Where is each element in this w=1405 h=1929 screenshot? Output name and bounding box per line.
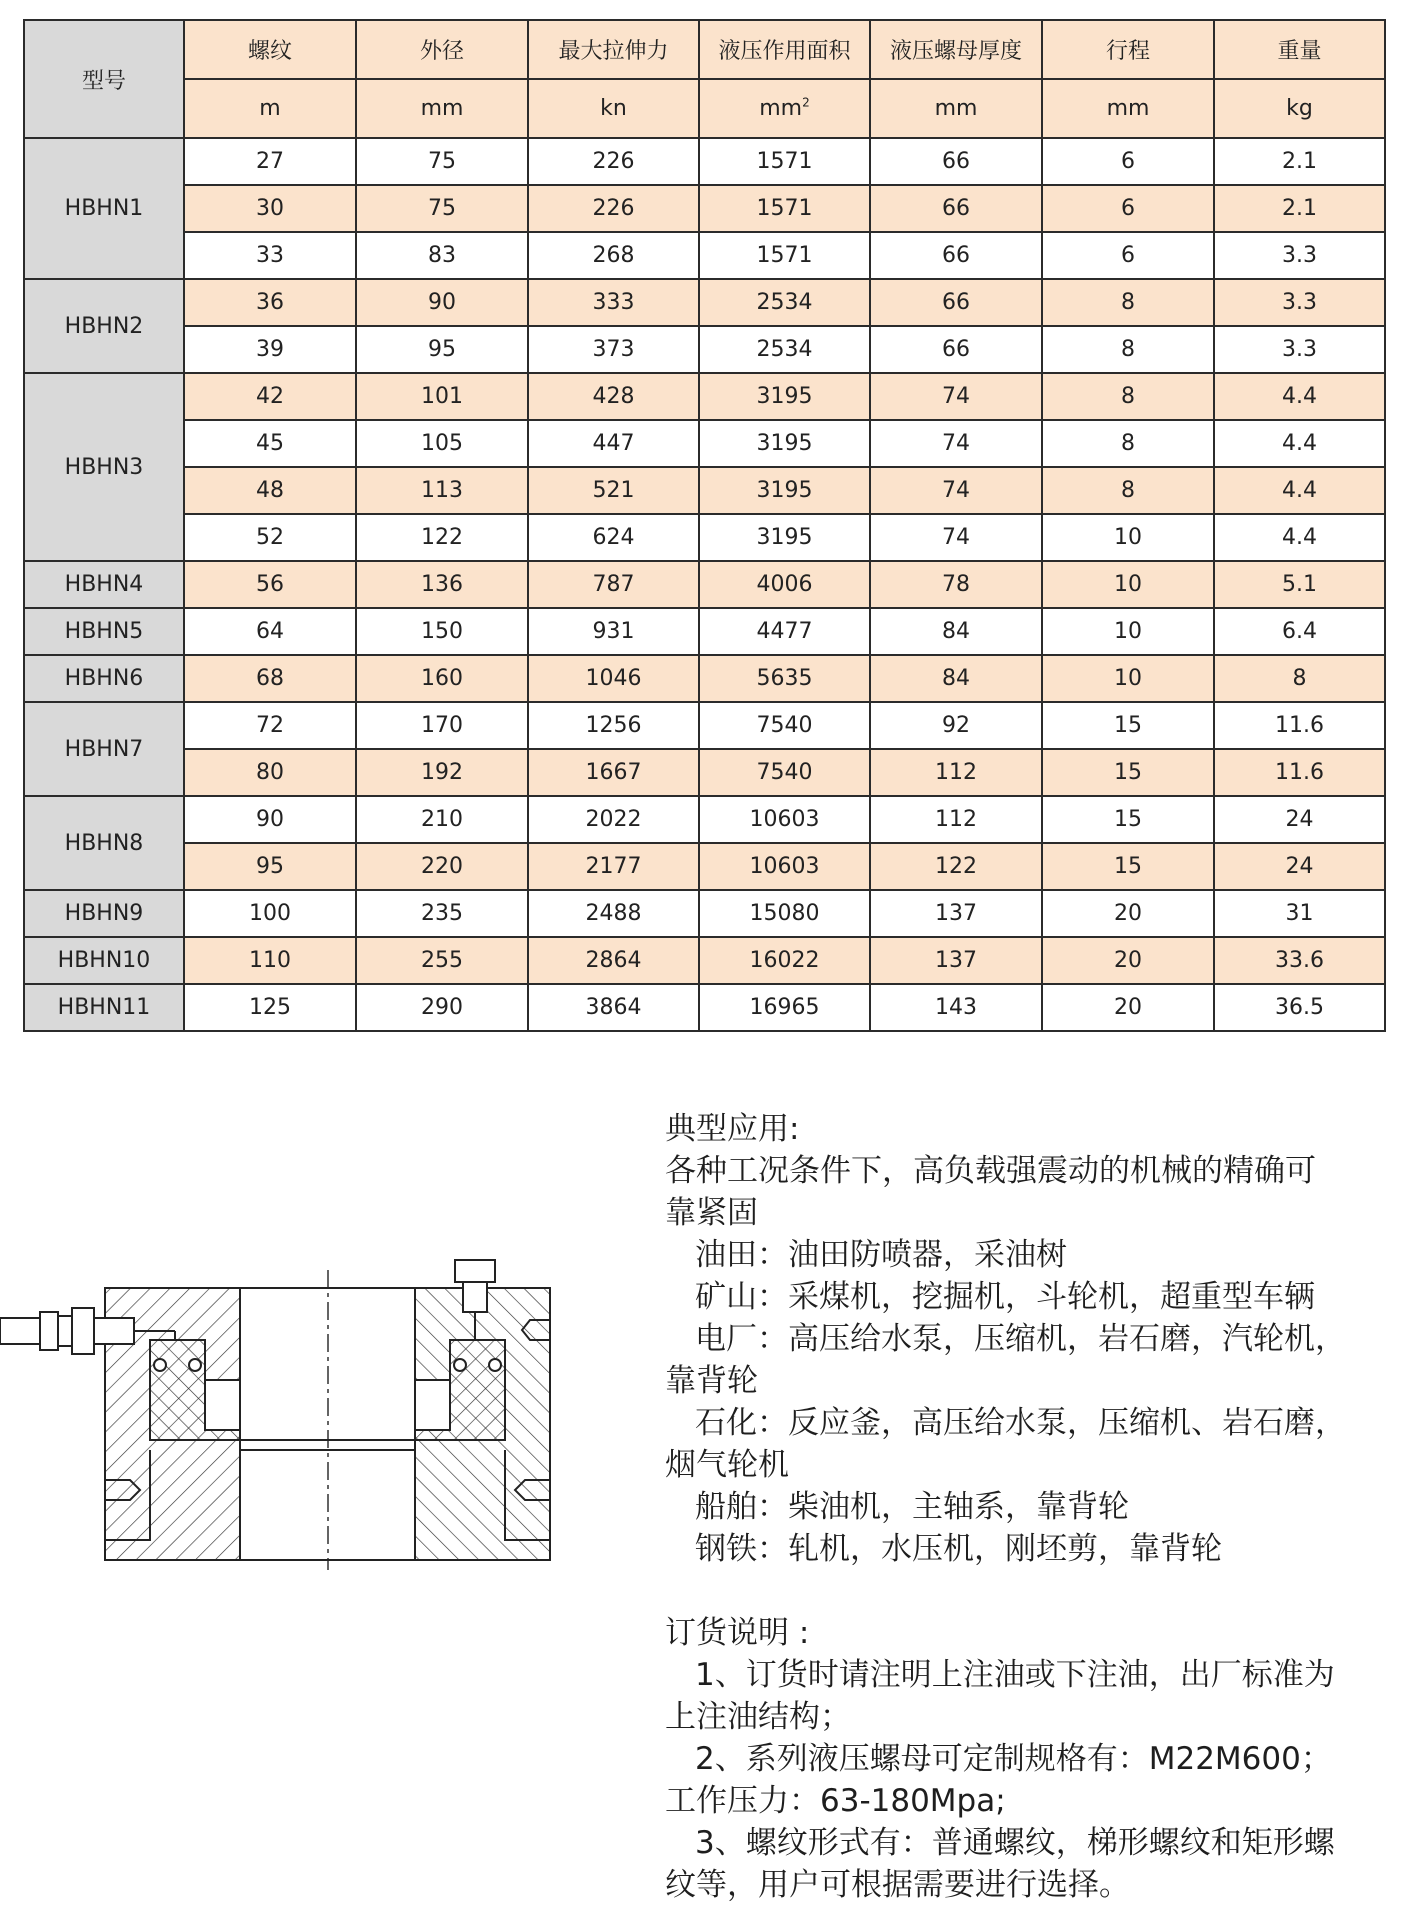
table-cell: 95: [356, 326, 528, 373]
model-cell: HBHN7: [24, 702, 184, 796]
table-cell: 136: [356, 561, 528, 608]
table-cell: 90: [184, 796, 356, 843]
note-line: 油田：油田防喷器，采油树: [695, 1237, 1067, 1273]
table-cell: 3864: [528, 984, 699, 1031]
table-cell: 42: [184, 373, 356, 420]
table-cell: 15: [1042, 796, 1214, 843]
note-line: 烟气轮机: [665, 1447, 789, 1483]
table-cell: 74: [870, 514, 1042, 561]
table-cell: 137: [870, 937, 1042, 984]
table-cell: 36.5: [1214, 984, 1385, 1031]
table-cell: 6: [1042, 138, 1214, 185]
note-line: 各种工况条件下，高负载强震动的机械的精确可: [665, 1153, 1316, 1189]
column-header: 螺纹: [184, 20, 356, 79]
table-cell: 20: [1042, 890, 1214, 937]
table-cell: 74: [870, 373, 1042, 420]
table-cell: 105: [356, 420, 528, 467]
table-cell: 72: [184, 702, 356, 749]
model-cell: HBHN9: [24, 890, 184, 937]
table-cell: 220: [356, 843, 528, 890]
table-row: [24, 608, 1385, 655]
table-cell: 1046: [528, 655, 699, 702]
table-cell: 10: [1042, 514, 1214, 561]
table-header: [24, 20, 1385, 138]
table-cell: 84: [870, 608, 1042, 655]
table-cell: 78: [870, 561, 1042, 608]
table-cell: 122: [356, 514, 528, 561]
table-cell: 8: [1042, 326, 1214, 373]
model-cell: HBHN10: [24, 937, 184, 984]
table-row: [24, 749, 1385, 796]
table-cell: 2534: [699, 326, 870, 373]
table-cell: 3195: [699, 467, 870, 514]
table-cell: 122: [870, 843, 1042, 890]
table-cell: 30: [184, 185, 356, 232]
table-cell: 27: [184, 138, 356, 185]
table-cell: 110: [184, 937, 356, 984]
table-cell: 8: [1042, 467, 1214, 514]
table-row: [24, 185, 1385, 232]
table-cell: 7540: [699, 702, 870, 749]
table-cell: 4.4: [1214, 467, 1385, 514]
table-cell: 112: [870, 796, 1042, 843]
table-cell: 1571: [699, 138, 870, 185]
table-cell: 1667: [528, 749, 699, 796]
table-cell: 170: [356, 702, 528, 749]
table-cell: 373: [528, 326, 699, 373]
table-cell: 92: [870, 702, 1042, 749]
column-header: 行程: [1042, 20, 1214, 79]
table-cell: 24: [1214, 796, 1385, 843]
table-cell: 1256: [528, 702, 699, 749]
note-line: 纹等，用户可根据需要进行选择。: [665, 1867, 1130, 1903]
table-cell: 66: [870, 326, 1042, 373]
table-cell: 20: [1042, 984, 1214, 1031]
table-row: [24, 890, 1385, 937]
column-header: 液压螺母厚度: [870, 20, 1042, 79]
column-unit: mm: [870, 79, 1042, 138]
table-cell: 11.6: [1214, 702, 1385, 749]
table-cell: 6: [1042, 185, 1214, 232]
column-unit: mm: [356, 79, 528, 138]
table-cell: 15: [1042, 843, 1214, 890]
table-cell: 15080: [699, 890, 870, 937]
table-cell: 1571: [699, 232, 870, 279]
table-cell: 2.1: [1214, 138, 1385, 185]
table-cell: 255: [356, 937, 528, 984]
table-row: [24, 702, 1385, 749]
table-cell: 74: [870, 467, 1042, 514]
table-cell: 931: [528, 608, 699, 655]
table-cell: 521: [528, 467, 699, 514]
table-cell: 3195: [699, 420, 870, 467]
model-cell: HBHN3: [24, 373, 184, 561]
table-row: [24, 514, 1385, 561]
table-cell: 4477: [699, 608, 870, 655]
notes-section: [665, 1108, 1395, 1906]
table-cell: 333: [528, 279, 699, 326]
column-unit: mm: [1042, 79, 1214, 138]
column-header: 最大拉伸力: [528, 20, 699, 79]
table-cell: 52: [184, 514, 356, 561]
table-row: [24, 420, 1385, 467]
column-unit: m: [184, 79, 356, 138]
table-cell: 268: [528, 232, 699, 279]
note-line: 1、订货时请注明上注油或下注油，出厂标准为: [695, 1657, 1335, 1693]
column-unit: kn: [528, 79, 699, 138]
table-cell: 3195: [699, 373, 870, 420]
model-cell: HBHN5: [24, 608, 184, 655]
table-cell: 101: [356, 373, 528, 420]
table-row: [24, 984, 1385, 1031]
note-line: 靠背轮: [665, 1363, 758, 1399]
model-cell: HBHN6: [24, 655, 184, 702]
note-line: 3、螺纹形式有：普通螺纹，梯形螺纹和矩形螺: [695, 1825, 1335, 1861]
table-row: [24, 467, 1385, 514]
note-line: 上注油结构；: [665, 1699, 851, 1735]
table-cell: 24: [1214, 843, 1385, 890]
column-unit: kg: [1214, 79, 1385, 138]
model-cell: HBHN2: [24, 279, 184, 373]
table-row: [24, 279, 1385, 326]
table-cell: 7540: [699, 749, 870, 796]
table-cell: 160: [356, 655, 528, 702]
table-cell: 2022: [528, 796, 699, 843]
table-cell: 33: [184, 232, 356, 279]
table-cell: 2864: [528, 937, 699, 984]
table-cell: 31: [1214, 890, 1385, 937]
table-cell: 112: [870, 749, 1042, 796]
column-unit: $mm^2$: [699, 79, 870, 138]
table-cell: 4006: [699, 561, 870, 608]
table-cell: 84: [870, 655, 1042, 702]
column-header: 液压作用面积: [699, 20, 870, 79]
table-cell: 2534: [699, 279, 870, 326]
table-cell: 4.4: [1214, 420, 1385, 467]
order-title: 订货说明 :: [665, 1615, 810, 1651]
note-line: 2、系列液压螺母可定制规格有：M22M600；: [695, 1741, 1332, 1777]
table-row: [24, 796, 1385, 843]
table-cell: 66: [870, 138, 1042, 185]
table-cell: 83: [356, 232, 528, 279]
table-cell: 226: [528, 185, 699, 232]
table-row: [24, 232, 1385, 279]
table-cell: 10: [1042, 655, 1214, 702]
table-cell: 80: [184, 749, 356, 796]
table-cell: 787: [528, 561, 699, 608]
column-header: 重量: [1214, 20, 1385, 79]
table-cell: 8: [1042, 279, 1214, 326]
table-cell: 74: [870, 420, 1042, 467]
table-row: [24, 326, 1385, 373]
table-cell: 20: [1042, 937, 1214, 984]
table-cell: 11.6: [1214, 749, 1385, 796]
table-row: [24, 937, 1385, 984]
table-cell: 64: [184, 608, 356, 655]
note-line: 船舶：柴油机，主轴系，靠背轮: [695, 1489, 1129, 1525]
table-cell: 6.4: [1214, 608, 1385, 655]
table-cell: 2488: [528, 890, 699, 937]
table-cell: 56: [184, 561, 356, 608]
model-cell: HBHN8: [24, 796, 184, 890]
note-line: 电厂：高压给水泵，压缩机，岩石磨，汽轮机，: [695, 1321, 1346, 1357]
note-line: 矿山：采煤机，挖掘机，斗轮机，超重型车辆: [695, 1279, 1315, 1315]
table-cell: 8: [1042, 373, 1214, 420]
table-row: [24, 843, 1385, 890]
table-cell: 4.4: [1214, 373, 1385, 420]
table-cell: 5.1: [1214, 561, 1385, 608]
table-cell: 143: [870, 984, 1042, 1031]
table-cell: 3.3: [1214, 326, 1385, 373]
table-cell: 428: [528, 373, 699, 420]
model-cell: HBHN4: [24, 561, 184, 608]
table-cell: 10: [1042, 561, 1214, 608]
model-cell: HBHN1: [24, 138, 184, 279]
note-line: 钢铁：轧机，水压机，刚坯剪，靠背轮: [695, 1531, 1222, 1567]
table-cell: 39: [184, 326, 356, 373]
table-cell: 125: [184, 984, 356, 1031]
table-row: [24, 561, 1385, 608]
table-cell: 2177: [528, 843, 699, 890]
table-cell: 210: [356, 796, 528, 843]
table-cell: 226: [528, 138, 699, 185]
application-title: 典型应用:: [665, 1111, 800, 1147]
table-cell: 137: [870, 890, 1042, 937]
table-cell: 15: [1042, 749, 1214, 796]
table-cell: 447: [528, 420, 699, 467]
table-cell: 15: [1042, 702, 1214, 749]
table-cell: 66: [870, 185, 1042, 232]
table-cell: 48: [184, 467, 356, 514]
table-cell: 66: [870, 279, 1042, 326]
table-cell: 75: [356, 138, 528, 185]
table-cell: 4.4: [1214, 514, 1385, 561]
table-cell: 624: [528, 514, 699, 561]
table-cell: 6: [1042, 232, 1214, 279]
application-list: [665, 1150, 1395, 1570]
table-cell: 10: [1042, 608, 1214, 655]
table-cell: 5635: [699, 655, 870, 702]
table-cell: 1571: [699, 185, 870, 232]
column-header: 外径: [356, 20, 528, 79]
table-row: [24, 373, 1385, 420]
table-cell: 3.3: [1214, 232, 1385, 279]
hydraulic-nut-section-drawing-icon: [0, 1240, 560, 1570]
model-header: 型号: [24, 20, 184, 138]
table-cell: 90: [356, 279, 528, 326]
spec-table: [23, 19, 1386, 1032]
note-line: 工作压力：63-180Mpa;: [665, 1783, 1006, 1819]
table-cell: 10603: [699, 843, 870, 890]
table-cell: 3.3: [1214, 279, 1385, 326]
table-cell: 68: [184, 655, 356, 702]
table-cell: 192: [356, 749, 528, 796]
model-cell: HBHN11: [24, 984, 184, 1031]
table-cell: 3195: [699, 514, 870, 561]
note-line: 靠紧固: [665, 1195, 758, 1231]
table-cell: 36: [184, 279, 356, 326]
table-cell: 45: [184, 420, 356, 467]
table-cell: 235: [356, 890, 528, 937]
order-list: [665, 1654, 1395, 1906]
table-cell: 16022: [699, 937, 870, 984]
table-cell: 113: [356, 467, 528, 514]
table-cell: 8: [1214, 655, 1385, 702]
table-cell: 8: [1042, 420, 1214, 467]
table-cell: 95: [184, 843, 356, 890]
table-cell: 66: [870, 232, 1042, 279]
table-cell: 75: [356, 185, 528, 232]
table-row: [24, 138, 1385, 185]
note-line: 石化：反应釜，高压给水泵，压缩机、岩石磨，: [695, 1405, 1346, 1441]
table-cell: 100: [184, 890, 356, 937]
table-cell: 150: [356, 608, 528, 655]
table-cell: 10603: [699, 796, 870, 843]
table-row: [24, 655, 1385, 702]
table-cell: 2.1: [1214, 185, 1385, 232]
table-cell: 290: [356, 984, 528, 1031]
table-cell: 16965: [699, 984, 870, 1031]
table-body: [24, 138, 1385, 1031]
table-cell: 33.6: [1214, 937, 1385, 984]
